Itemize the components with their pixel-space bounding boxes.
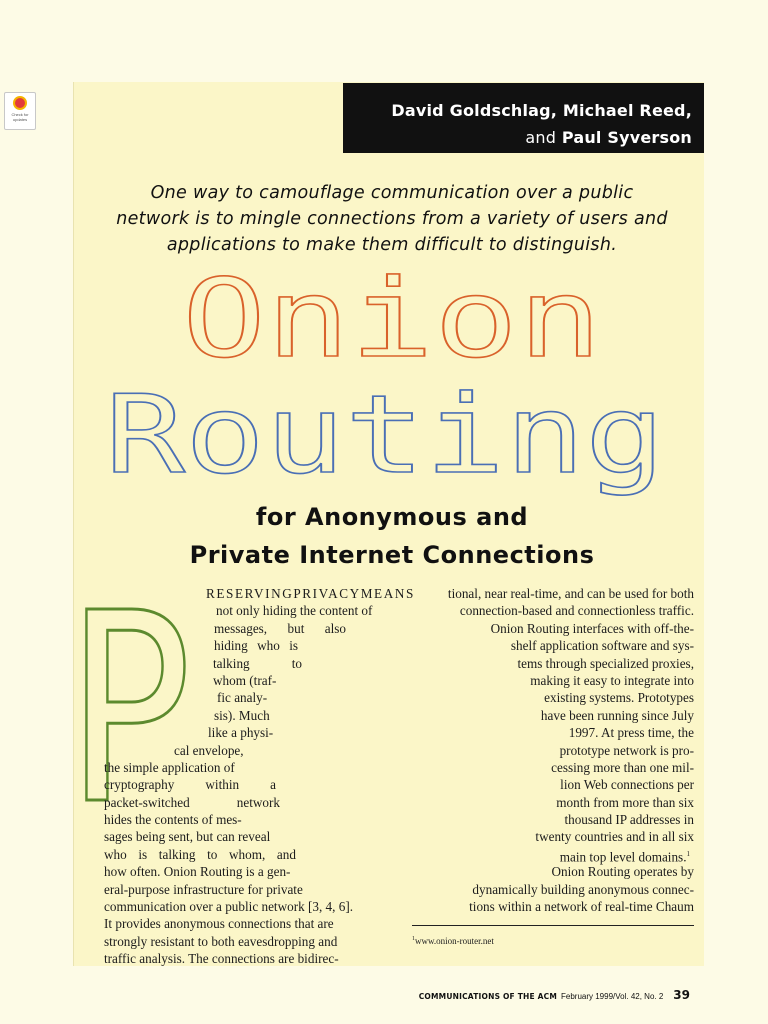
deck-line-1: One way to camouflage communication over a public [150,183,634,203]
body-line: tems through specialized proxies, [517,655,694,671]
subtitle-line-2: Private Internet Connections [189,541,595,569]
body-line: talking to [213,655,302,671]
body-line: cessing more than one mil- [551,759,694,775]
footer-issue: February 1999/Vol. 42, No. 2 [561,992,664,1001]
body-line: eral-purpose infrastructure for private [104,881,303,897]
body-line: tional, near real-time, and can be used for both [447,586,694,601]
body-line: main top level domains.$^1$ [559,849,690,865]
footer-page-number: 39 [673,988,690,1002]
deck-line-3: applications to make them difficult to distinguish. [166,235,618,255]
body-line: RESERVING PRIVACY MEANS [206,586,415,601]
body-line: not only hiding the content of [216,603,373,619]
footnote-ref[interactable]: 1 [686,849,690,858]
body-line: connection-based and connectionless traffic. [459,603,694,619]
body-line: communication over a public network [3, 4, 6]. [104,899,354,915]
title-word-routing: Routing [105,373,665,498]
subtitle-line-1: for Anonymous and [255,503,529,531]
body-line: existing systems. Prototypes [544,690,694,706]
body-column-1 [100,585,415,968]
drop-cap-letter: P [66,590,194,810]
body-line: shelf application software and sys- [510,638,694,654]
body-line: lion Web connections per [560,777,694,793]
body-line: whom (traf- [213,672,277,688]
body-line: tions within a network of real-time Chaum [469,899,694,915]
body-line: the simple application of [104,759,235,775]
footnote-mark: 1 [412,936,415,942]
footnote-link[interactable]: www.onion-router.net [415,936,494,946]
body-line: hides the contents of mes- [104,812,242,828]
author-line-1: David Goldschlag, Michael Reed, [391,101,692,120]
article-subtitle [80,498,704,574]
body-line: cryptography within a [104,777,276,793]
body-line: strongly resistant to both eavesdropping and [104,933,338,949]
deck-line-2: network is to mingle connections from a variety of users and [116,209,668,229]
body-line: month from more than six [556,794,694,810]
footnote [412,936,494,946]
body-line: 1997. At press time, the [568,725,694,741]
footer-magazine: COMMUNICATIONS OF THE ACM [418,992,557,1001]
body-line: sis). Much [214,707,270,723]
body-column-2 [412,585,694,915]
title-word-onion: Onion [182,257,602,382]
body-line: It provides anonymous connections that are [104,916,334,932]
body-line: cal envelope, [174,742,244,758]
body-line: Onion Routing interfaces with off-the- [490,620,694,636]
body-line: making it easy to integrate into [530,672,694,688]
author-and: and [525,128,557,147]
body-line: who is talking to whom, and [104,846,296,862]
body-line: sages being sent, but can reveal [104,829,271,845]
footnote-divider [412,925,694,926]
body-line: twenty countries and in all six [535,829,694,845]
body-line: traffic analysis. The connections are bidirec- [104,951,339,967]
body-line: like a physi- [208,725,274,741]
page-footer [400,988,690,1002]
body-line: fic analy- [217,690,268,706]
body-line: packet-switched network [104,794,280,810]
body-line: hiding who is [214,638,298,654]
body-line: prototype network is pro- [559,742,694,758]
body-line: dynamically building anonymous connec- [472,881,694,897]
body-line: thousand IP addresses in [564,812,694,828]
body-line: have been running since July [540,707,694,723]
body-line: messages, but also [214,620,346,636]
author-name-last: Paul Syverson [561,128,692,147]
check-for-updates-label: Check for updates [11,112,29,122]
body-line: how often. Onion Routing is a gen- [104,864,291,880]
body-line: Onion Routing operates by [551,864,694,880]
